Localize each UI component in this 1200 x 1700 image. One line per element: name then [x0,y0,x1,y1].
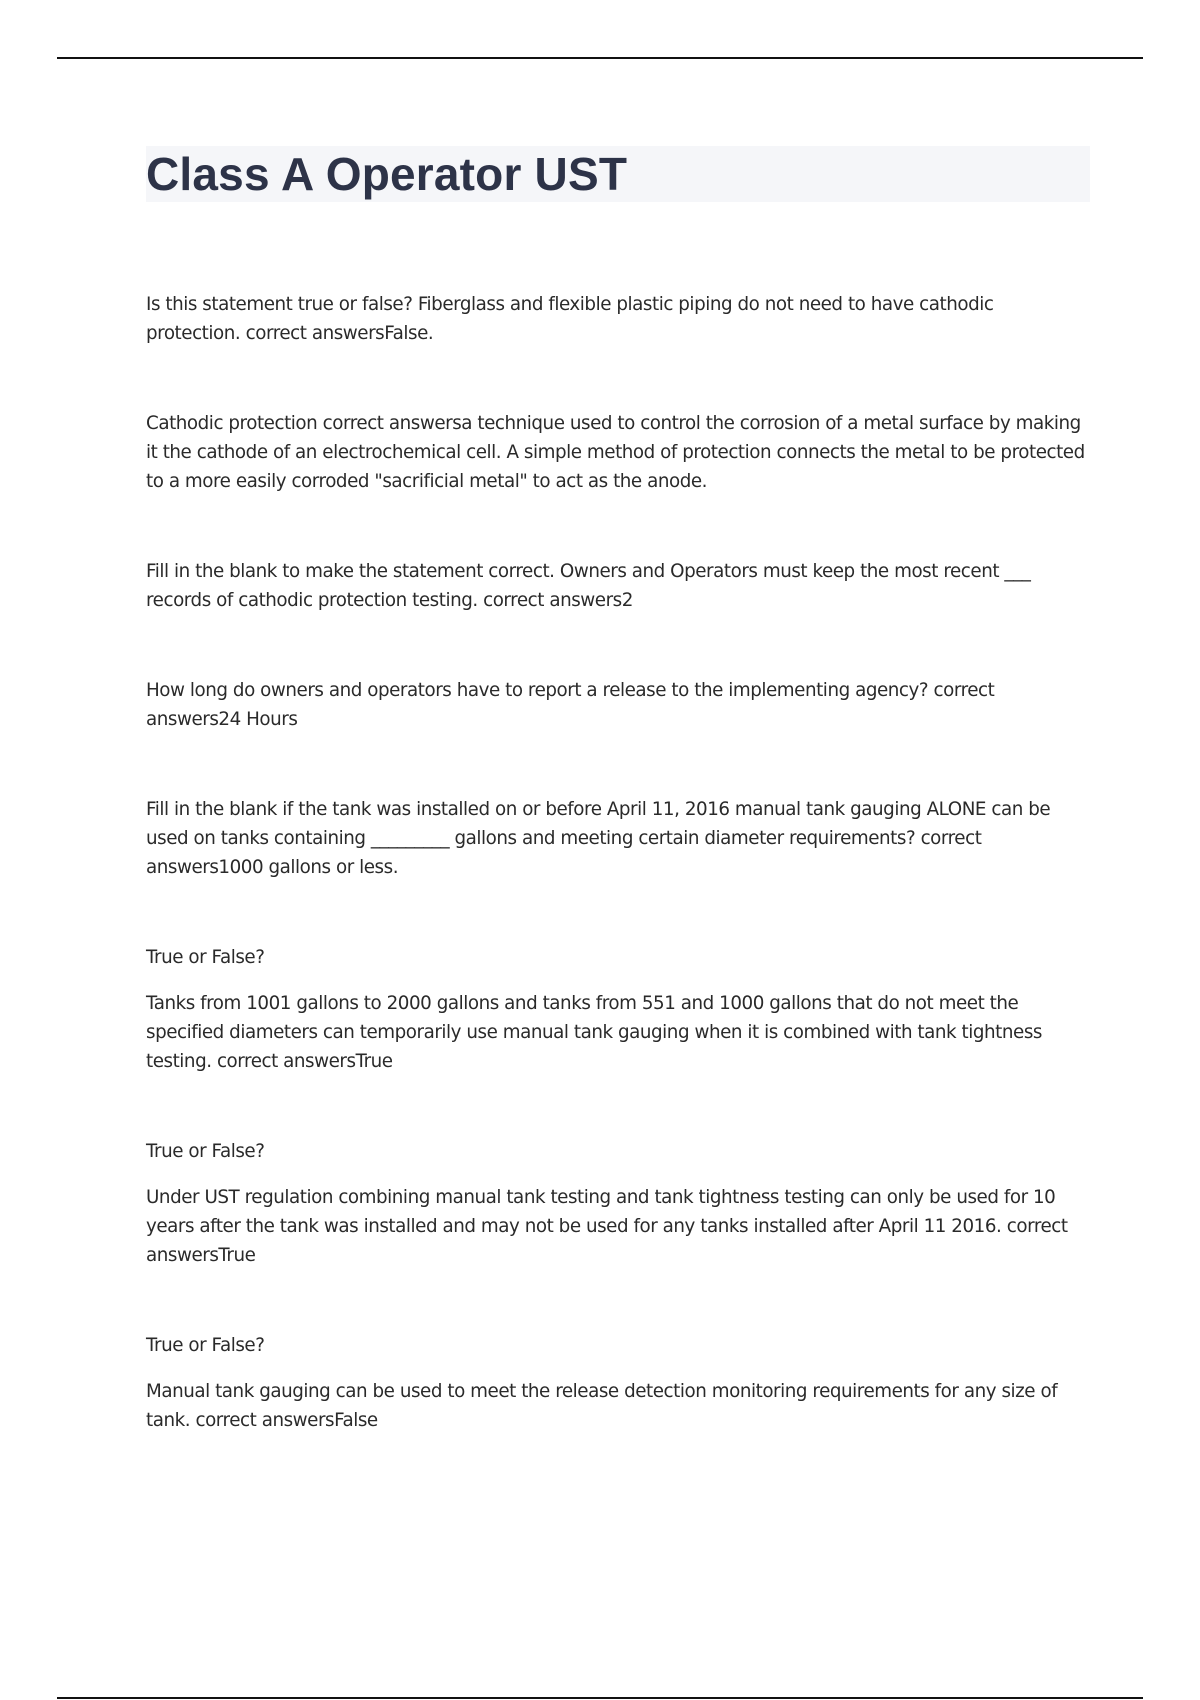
header-rule [57,57,1143,59]
paragraph-true-false-label: True or False? [146,1335,265,1356]
paragraph-true-false-label: True or False? [146,947,265,968]
paragraph-manual-gauging-statement: Manual tank gauging can be used to meet the release detection monitoring requirements for any size of tank. correct answersFalse [146,1381,1058,1431]
paragraph-ust-regulation-statement: Under UST regulation combining manual tank testing and tank tightness testing can only be used for 10 years after the tank was installed and may not be used for any tanks installed after April 11 2016. correct answersTrue [146,1187,1068,1266]
paragraph-records-blank-question: Fill in the blank to make the statement correct. Owners and Operators must keep the most recent ___ records of cathodic protection testing. correct answers2 [146,561,1031,611]
document-body [146,290,1086,1435]
paragraph-release-report-question: How long do owners and operators have to report a release to the implementing agency? correct answers24 Hours [146,680,995,730]
paragraph-piping-cathodic-question: Is this statement true or false? Fiberglass and flexible plastic piping do not need to have cathodic protection. correct answersFalse. [146,294,994,344]
footer-rule [57,1697,1143,1699]
paragraph-true-false-label: True or False? [146,1141,265,1162]
paragraph-tank-tightness-statement: Tanks from 1001 gallons to 2000 gallons and tanks from 551 and 1000 gallons that do not meet the specified diameters can temporarily use manual tank gauging when it is combined with tank tightness testing. correct answersTrue [146,993,1042,1072]
paragraph-manual-gauging-blank-question: Fill in the blank if the tank was installed on or before April 11, 2016 manual tank gauging ALONE can be used on tanks containing _________ gallons and meeting certain diameter requirements? correct answers1000 gallons or less. [146,799,1051,878]
page-title: Class A Operator UST [146,148,628,200]
paragraph-cathodic-protection-definition: Cathodic protection correct answersa technique used to control the corrosion of a metal surface by making it the cathode of an electrochemical cell. A simple method of protection connects the metal to be protected to a more easily corroded "sacrificial metal" to act as the anode. [146,413,1085,492]
